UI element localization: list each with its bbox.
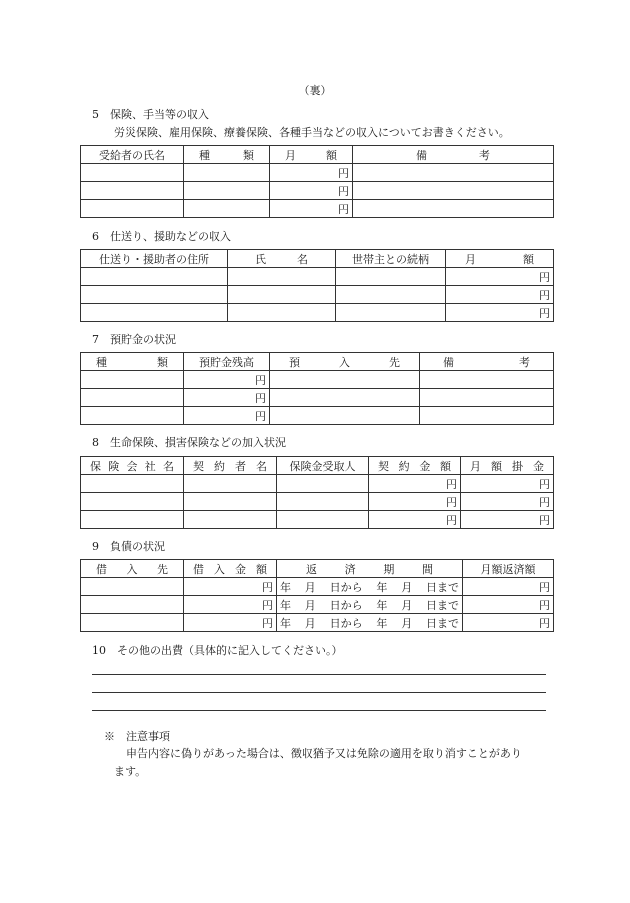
monthly-amount-cell[interactable]: 円 (270, 200, 353, 218)
type-cell[interactable] (184, 182, 270, 200)
header-policyholder: 契 約 者 名 (184, 457, 277, 475)
repayment-period-cell[interactable]: 年 月 日から 年 月 日まで (277, 578, 463, 596)
other-expenses-line-3[interactable] (92, 710, 546, 711)
section-6-title: 6 仕送り、援助などの収入 (92, 230, 231, 243)
table-row (81, 182, 554, 200)
remarks-cell[interactable] (420, 407, 554, 425)
other-expenses-line-2[interactable] (92, 692, 546, 693)
type-cell[interactable] (184, 164, 270, 182)
section-8-title: 8 生命保険、損害保険などの加入状況 (92, 436, 286, 449)
table-row (81, 596, 554, 614)
notes-title: ※ 注意事項 (104, 730, 170, 743)
insurance-company-cell[interactable] (81, 475, 184, 493)
notes-body-continued: ます。 (114, 765, 147, 778)
policyholder-cell[interactable] (184, 511, 277, 529)
monthly-repayment-cell[interactable]: 円 (463, 614, 554, 632)
header-monthly-amount: 月 額 (446, 250, 554, 268)
monthly-repayment-cell[interactable]: 円 (463, 578, 554, 596)
name-cell[interactable] (228, 304, 336, 322)
repayment-period-cell[interactable]: 年 月 日から 年 月 日まで (277, 614, 463, 632)
depository-cell[interactable] (270, 389, 420, 407)
table-row (81, 493, 554, 511)
section-5-title: 5 保険、手当等の収入 (92, 108, 209, 121)
contract-amount-cell[interactable]: 円 (369, 493, 461, 511)
beneficiary-cell[interactable] (277, 511, 369, 529)
debt-table (80, 559, 554, 632)
relationship-cell[interactable] (336, 286, 446, 304)
monthly-premium-cell[interactable]: 円 (461, 475, 554, 493)
balance-cell[interactable]: 円 (184, 389, 270, 407)
beneficiary-cell[interactable] (277, 493, 369, 511)
relationship-cell[interactable] (336, 304, 446, 322)
repayment-period-cell[interactable]: 年 月 日から 年 月 日まで (277, 596, 463, 614)
table-row (81, 268, 554, 286)
table-row (81, 407, 554, 425)
table-row (81, 511, 554, 529)
lender-cell[interactable] (81, 596, 184, 614)
header-lender: 借 入 先 (81, 560, 184, 578)
policyholder-cell[interactable] (184, 475, 277, 493)
type-cell[interactable] (81, 407, 184, 425)
header-recipient-name: 受給者の氏名 (81, 146, 184, 164)
table-row (81, 200, 554, 218)
monthly-amount-cell[interactable]: 円 (446, 286, 554, 304)
table-row (81, 578, 554, 596)
header-remarks: 備 考 (420, 353, 554, 371)
support-income-table (80, 249, 554, 322)
recipient-name-cell[interactable] (81, 200, 184, 218)
depository-cell[interactable] (270, 407, 420, 425)
supporter-address-cell[interactable] (81, 268, 228, 286)
monthly-premium-cell[interactable]: 円 (461, 511, 554, 529)
insurance-table (80, 456, 554, 529)
remarks-cell[interactable] (353, 182, 554, 200)
insurance-company-cell[interactable] (81, 511, 184, 529)
header-supporter-address: 仕送り・援助者の住所 (81, 250, 228, 268)
supporter-address-cell[interactable] (81, 286, 228, 304)
beneficiary-cell[interactable] (277, 475, 369, 493)
monthly-amount-cell[interactable]: 円 (270, 164, 353, 182)
depository-cell[interactable] (270, 371, 420, 389)
table-row (81, 389, 554, 407)
monthly-amount-cell[interactable]: 円 (446, 268, 554, 286)
table-row (81, 286, 554, 304)
page-side-mark: （裏） (298, 84, 332, 97)
type-cell[interactable] (184, 200, 270, 218)
header-loan-amount: 借 入 金 額 (184, 560, 277, 578)
balance-cell[interactable]: 円 (184, 371, 270, 389)
table-row (81, 164, 554, 182)
remarks-cell[interactable] (420, 389, 554, 407)
header-monthly-repayment: 月額返済額 (463, 560, 554, 578)
header-monthly-amount: 月 額 (270, 146, 353, 164)
policyholder-cell[interactable] (184, 493, 277, 511)
other-expenses-line-1[interactable] (92, 674, 546, 675)
header-name: 氏 名 (228, 250, 336, 268)
type-cell[interactable] (81, 389, 184, 407)
section-10-title: 10 その他の出費（具体的に記入してください。） (92, 644, 343, 657)
header-contract-amount: 契 約 金 額 (369, 457, 461, 475)
recipient-name-cell[interactable] (81, 182, 184, 200)
header-repayment-period: 返 済 期 間 (277, 560, 463, 578)
header-beneficiary: 保険金受取人 (277, 457, 369, 475)
remarks-cell[interactable] (420, 371, 554, 389)
section-9-title: 9 負債の状況 (92, 540, 165, 553)
contract-amount-cell[interactable]: 円 (369, 511, 461, 529)
remarks-cell[interactable] (353, 200, 554, 218)
table-row (81, 371, 554, 389)
supporter-address-cell[interactable] (81, 304, 228, 322)
type-cell[interactable] (81, 371, 184, 389)
header-balance: 預貯金残高 (184, 353, 270, 371)
header-relationship: 世帯主との続柄 (336, 250, 446, 268)
name-cell[interactable] (228, 268, 336, 286)
name-cell[interactable] (228, 286, 336, 304)
lender-cell[interactable] (81, 614, 184, 632)
insurance-company-cell[interactable] (81, 493, 184, 511)
recipient-name-cell[interactable] (81, 164, 184, 182)
header-insurance-company: 保 険 会 社 名 (81, 457, 184, 475)
header-remarks: 備 考 (353, 146, 554, 164)
monthly-repayment-cell[interactable]: 円 (463, 596, 554, 614)
loan-amount-cell[interactable]: 円 (184, 578, 277, 596)
remarks-cell[interactable] (353, 164, 554, 182)
table-row (81, 475, 554, 493)
loan-amount-cell[interactable]: 円 (184, 614, 277, 632)
loan-amount-cell[interactable]: 円 (184, 596, 277, 614)
table-row (81, 614, 554, 632)
notes-body: 申告内容に偽りがあった場合は、徴収猶予又は免除の適用を取り消すことがあり (126, 747, 522, 760)
monthly-premium-cell[interactable]: 円 (461, 493, 554, 511)
header-type: 種 類 (184, 146, 270, 164)
balance-cell[interactable]: 円 (184, 407, 270, 425)
section-7-title: 7 預貯金の状況 (92, 333, 176, 346)
section-5-description: 労災保険、雇用保険、療養保険、各種手当などの収入についてお書きください。 (114, 126, 510, 139)
monthly-amount-cell[interactable]: 円 (446, 304, 554, 322)
lender-cell[interactable] (81, 578, 184, 596)
savings-table (80, 352, 554, 425)
monthly-amount-cell[interactable]: 円 (270, 182, 353, 200)
header-type: 種 類 (81, 353, 184, 371)
table-row (81, 304, 554, 322)
header-monthly-premium: 月 額 掛 金 (461, 457, 554, 475)
income-insurance-table (80, 145, 554, 218)
header-depository: 預 入 先 (270, 353, 420, 371)
relationship-cell[interactable] (336, 268, 446, 286)
contract-amount-cell[interactable]: 円 (369, 475, 461, 493)
